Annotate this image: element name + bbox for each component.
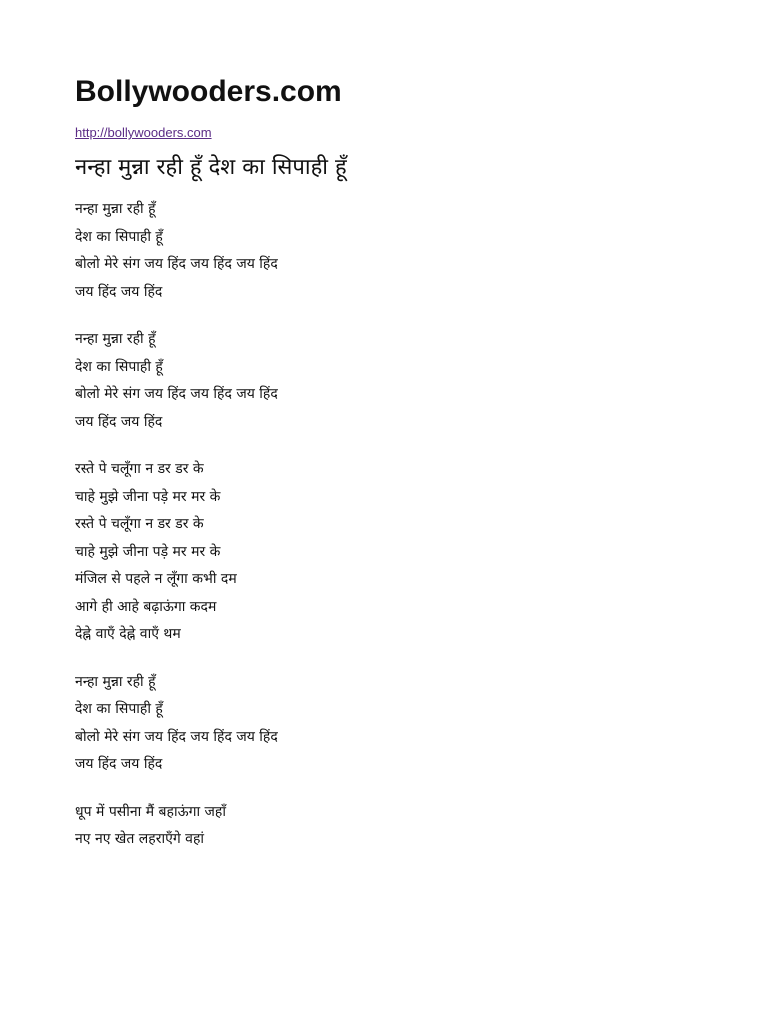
lyrics-line: रस्ते पे चलूँगा न डर डर के (75, 516, 204, 532)
document-page (75, 70, 715, 874)
lyrics-stanza (75, 799, 715, 854)
lyrics-line: चाहे मुझे जीना पड़े मर मर के (75, 543, 221, 560)
lyrics-line: नन्हा मुन्ना रही हूँ (75, 673, 156, 690)
lyrics-body (75, 196, 715, 854)
lyrics-line: देश का सिपाही हूँ (75, 701, 163, 717)
lyrics-line: जय हिंद जय हिंद (75, 283, 163, 300)
lyrics-line: बोलो मेरे संग जय हिंद जय हिंद जय हिंद (75, 386, 278, 402)
lyrics-line: जय हिंद जय हिंद (75, 756, 163, 772)
lyrics-line: चाहे मुझे जीना पड़े मर मर के (75, 488, 221, 505)
lyrics-line: बोलो मेरे संग जय हिंद जय हिंद जय हिंद (75, 728, 278, 745)
song-title: नन्हा मुन्ना रही हूँ देश का सिपाही हूँ (75, 155, 347, 180)
lyrics-line: मंजिल से पहले न लूँगा कभी दम (75, 571, 237, 587)
lyrics-line: देश का सिपाही हूँ (75, 358, 163, 375)
lyrics-stanza (75, 326, 715, 436)
site-title: Bollywooders.com (75, 75, 342, 108)
lyrics-stanza (75, 456, 715, 649)
lyrics-line: देह्ने वाएँ देह्ने वाएँ थम (75, 626, 181, 642)
lyrics-line: आगे ही आहे बढ़ाऊंगा कदम (75, 598, 217, 615)
lyrics-line: रस्ते पे चलूँगा न डर डर के (75, 461, 204, 477)
lyrics-line: नन्हा मुन्ना रही हूँ (75, 331, 156, 347)
lyrics-stanza (75, 196, 715, 306)
lyrics-line: नन्हा मुन्ना रही हूँ (75, 201, 156, 217)
site-url-link[interactable]: http://bollywooders.com (75, 125, 212, 140)
lyrics-line: जय हिंद जय हिंद (75, 413, 163, 430)
lyrics-line: धूप में पसीना मैं बहाऊंगा जहाँ (75, 803, 226, 820)
lyrics-line: देश का सिपाही हूँ (75, 228, 163, 245)
lyrics-line: बोलो मेरे संग जय हिंद जय हिंद जय हिंद (75, 256, 278, 272)
lyrics-stanza (75, 669, 715, 779)
lyrics-line: नए नए खेत लहराएँगे वहां (75, 831, 205, 847)
